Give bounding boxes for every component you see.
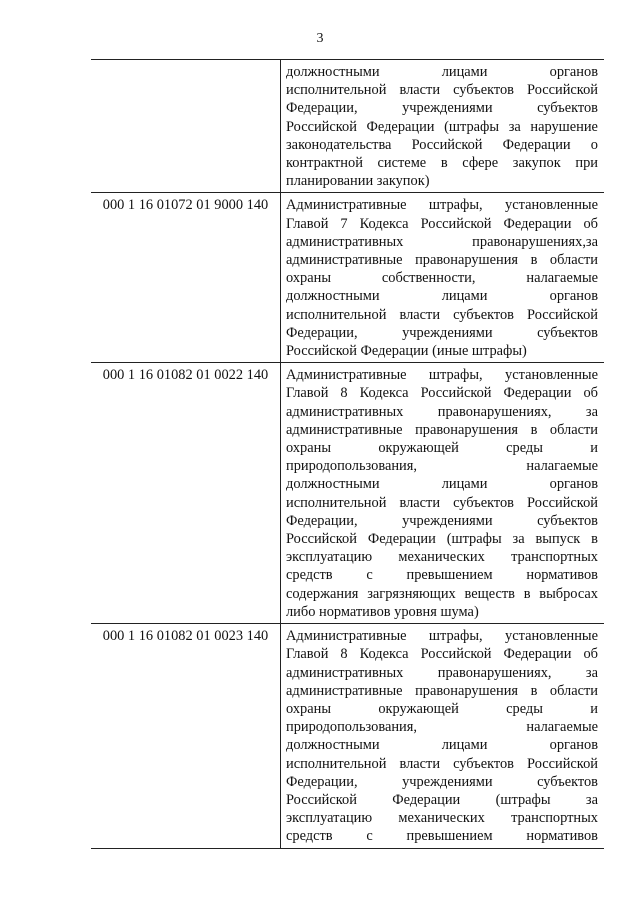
- description-line: Главой 8 Кодекса Российской Федерации об: [286, 646, 598, 663]
- budget-code-table: [91, 59, 604, 849]
- description-cell: [281, 363, 604, 623]
- description-line: должностными лицами органов: [286, 737, 598, 754]
- description-line: административных правонарушениях, за: [286, 664, 598, 681]
- table-row: [91, 59, 604, 192]
- description-line: содержания загрязняющих веществ в выбросах: [286, 585, 598, 602]
- description-line: Административные штрафы, установленные: [286, 628, 598, 645]
- description-cell: [281, 60, 604, 192]
- description-cell: [281, 624, 604, 847]
- description-line: исполнительной власти субъектов Российской: [286, 306, 598, 323]
- description-line: Российской Федерации (штрафы за нарушение: [286, 118, 598, 135]
- description-line: планировании закупок): [286, 173, 430, 190]
- description-line: охраны окружающей среды и: [286, 700, 598, 717]
- description-line: должностными лицами органов: [286, 476, 598, 493]
- code-cell: 000 1 16 01072 01 9000 140: [91, 193, 281, 362]
- description-line: административных правонарушениях, за: [286, 403, 598, 420]
- description-line: охраны собственности, налагаемые: [286, 270, 598, 287]
- description-line: эксплуатацию механических транспортных: [286, 549, 598, 566]
- table-row: [91, 362, 604, 623]
- description-line: Федерации, учреждениями субъектов: [286, 100, 598, 117]
- description-line: должностными лицами органов: [286, 288, 598, 305]
- page-number: 3: [316, 31, 324, 46]
- description-line: эксплуатацию механических транспортных: [286, 810, 598, 827]
- description-line: охраны окружающей среды и: [286, 440, 598, 457]
- table-row: [91, 623, 604, 848]
- description-line: Главой 8 Кодекса Российской Федерации об: [286, 385, 598, 402]
- description-line: природопользования, налагаемые: [286, 719, 598, 736]
- description-line: средств с превышением нормативов: [286, 828, 598, 845]
- code-cell: 000 1 16 01082 01 0022 140: [91, 363, 281, 623]
- description-line: Российской Федерации (штрафы за: [286, 791, 598, 808]
- description-line: Федерации, учреждениями субъектов: [286, 512, 598, 529]
- description-line: либо нормативов уровня шума): [286, 603, 479, 620]
- description-cell: [281, 193, 604, 362]
- description-line: должностными лицами органов: [286, 64, 598, 80]
- description-line: Российской Федерации (штрафы за выпуск в: [286, 531, 598, 548]
- description-line: Главой 7 Кодекса Российской Федерации об: [286, 215, 598, 232]
- code-cell: [91, 60, 281, 192]
- description-line: исполнительной власти субъектов Российской: [286, 82, 598, 99]
- description-line: Федерации, учреждениями субъектов: [286, 773, 598, 790]
- table-row: [91, 192, 604, 362]
- code-cell: 000 1 16 01082 01 0023 140: [91, 624, 281, 847]
- description-line: контрактной системе в сфере закупок при: [286, 155, 598, 172]
- description-line: Российской Федерации (иные штрафы): [286, 343, 527, 360]
- description-line: средств с превышением нормативов: [286, 567, 598, 584]
- description-line: административные правонарушения в области: [286, 252, 598, 269]
- description-line: Федерации, учреждениями субъектов: [286, 324, 598, 341]
- description-line: административные правонарушения в области: [286, 421, 598, 438]
- description-line: Административные штрафы, установленные: [286, 197, 598, 214]
- description-line: законодательства Российской Федерации о: [286, 136, 598, 153]
- description-line: административные правонарушения в области: [286, 682, 598, 699]
- description-line: Административные штрафы, установленные: [286, 367, 598, 384]
- description-line: исполнительной власти субъектов Российской: [286, 755, 598, 772]
- description-line: исполнительной власти субъектов Российской: [286, 494, 598, 511]
- description-line: административных правонарушениях,за: [286, 233, 598, 250]
- description-line: природопользования, налагаемые: [286, 458, 598, 475]
